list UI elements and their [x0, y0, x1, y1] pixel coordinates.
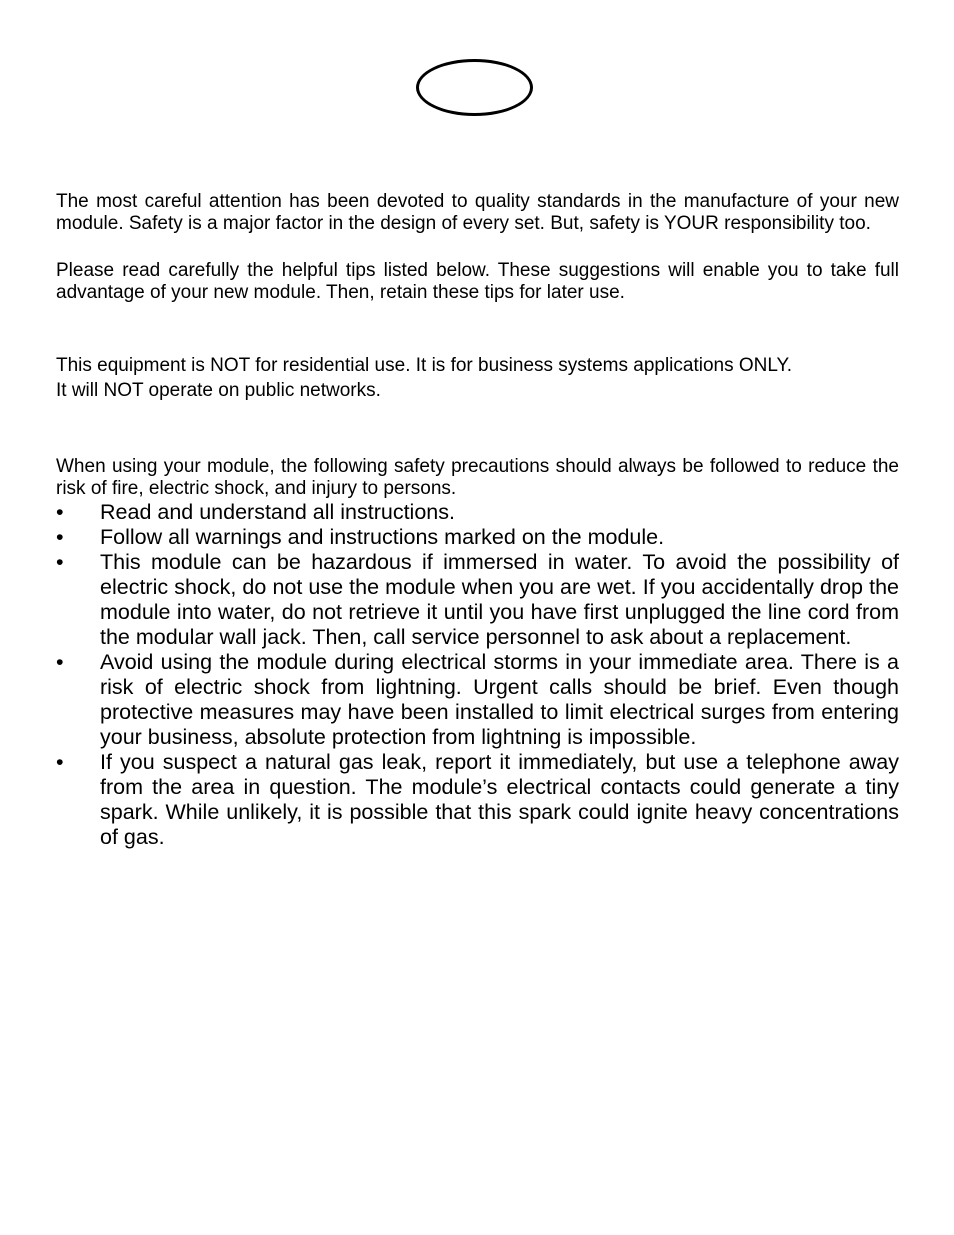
- list-item: [56, 750, 899, 850]
- intro-paragraph-1: The most careful attention has been devoted to quality standards in the manufacture of your new module. Safety is a major factor in the design of every set. But, safety is YOUR responsibility too.: [56, 191, 899, 234]
- safety-precautions-list: [56, 500, 899, 850]
- bullet-icon: •: [56, 525, 64, 549]
- list-item-text: This module can be hazardous if immersed in water. To avoid the possibility of electric shock, do not use the module when you are wet. If you accidentally drop the module into water, do not retrieve it until you have first unplugged the line cord from the modular wall jack. Then, call service personnel to ask about a replacement.: [100, 550, 899, 649]
- list-item-text: Avoid using the module during electrical storms in your immediate area. There is a risk of electric shock from lightning. Urgent calls should be brief. Even though protective measures may have been installed to limit electrical surges from entering your business, absolute protection from lightning is impossible.: [100, 650, 899, 749]
- bullet-icon: •: [56, 650, 64, 674]
- list-item-text: Follow all warnings and instructions marked on the module.: [100, 525, 665, 549]
- list-item: [56, 525, 899, 550]
- list-item: [56, 550, 899, 650]
- list-item-text: Read and understand all instructions.: [100, 500, 455, 524]
- bullet-icon: •: [56, 550, 64, 574]
- header-oval-emblem: [416, 59, 533, 116]
- bullet-icon: •: [56, 500, 64, 524]
- intro-paragraph-2: Please read carefully the helpful tips listed below. These suggestions will enable you to take full advantage of your new module. Then, retain these tips for later use.: [56, 260, 899, 303]
- notice-line-2: It will NOT operate on public networks.: [56, 380, 381, 401]
- list-item: [56, 500, 899, 525]
- notice-line-1: This equipment is NOT for residential use. It is for business systems applications ONLY.: [56, 355, 793, 376]
- bullet-icon: •: [56, 750, 64, 774]
- safety-intro-paragraph: When using your module, the following safety precautions should always be followed to reduce the risk of fire, electric shock, and injury to persons.: [56, 456, 899, 499]
- list-item: [56, 650, 899, 750]
- list-item-text: If you suspect a natural gas leak, report it immediately, but use a telephone away from the area in question. The module’s electrical contacts could generate a tiny spark. While unlikely, it is possible that this spark could ignite heavy concentrations of gas.: [100, 750, 899, 849]
